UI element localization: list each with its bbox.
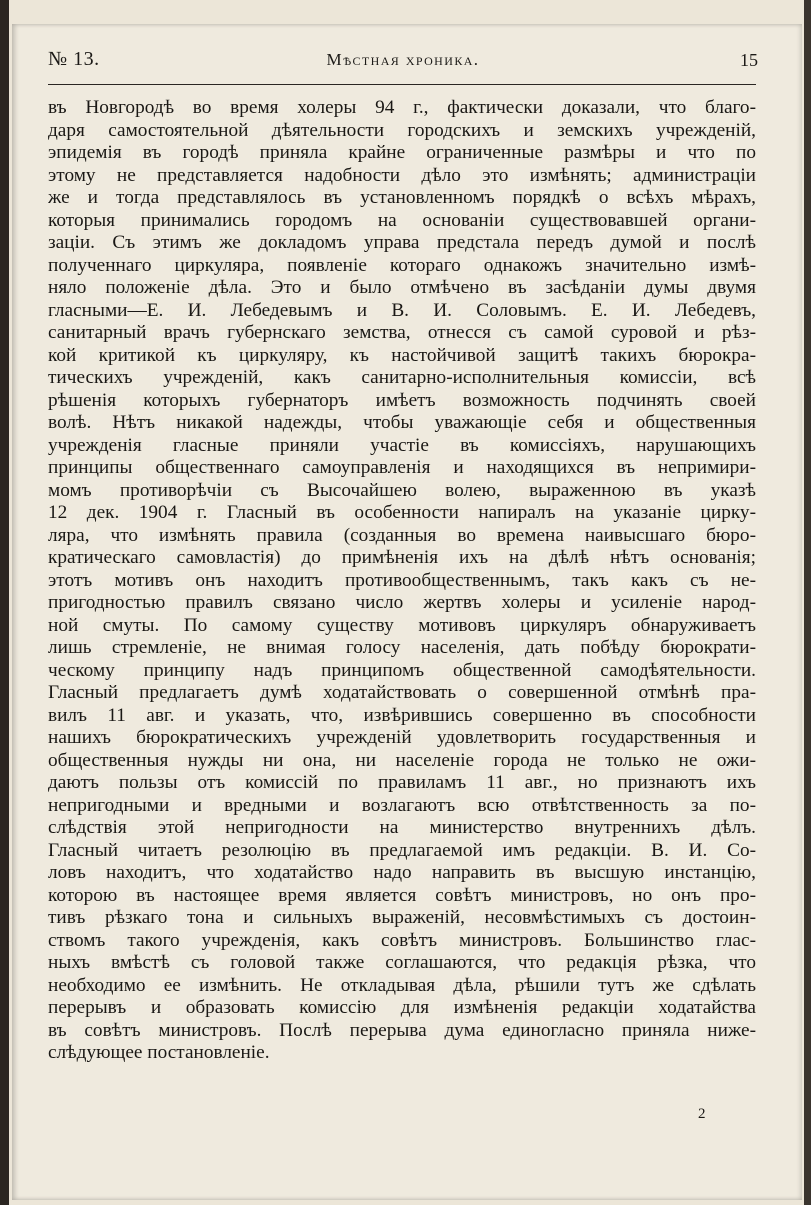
signature-mark: 2 bbox=[698, 1106, 706, 1122]
text-line: ческому принципу надъ принципомъ общественной самодѣятельности. bbox=[48, 659, 756, 681]
header-rule bbox=[48, 84, 756, 85]
text-line: кой критикой къ циркуляру, къ настойчивой защитѣ такихъ бюрокра- bbox=[48, 344, 756, 366]
text-line: рѣшенія которыхъ губернаторъ имѣетъ возможность подчинять своей bbox=[48, 389, 756, 411]
text-line: ной смуты. По самому существу мотивовъ циркуляръ обнаруживаетъ bbox=[48, 614, 756, 636]
text-line: перерывъ и образовать комиссію для измѣненія редакціи ходатайства bbox=[48, 997, 756, 1018]
text-line: этому не представляется надобности дѣло это измѣнять; администраціи bbox=[48, 164, 756, 186]
text-line: этотъ мотивъ онъ находитъ противообщественнымъ, такъ какъ съ не- bbox=[48, 569, 756, 591]
text-line: пригодностью правилъ связано число жертвъ холеры и усиленіе народ- bbox=[48, 592, 756, 613]
text-line: слѣдующее постановленіе. bbox=[48, 1042, 270, 1063]
text-line: нашихъ бюрократическихъ учрежденій удовлетворить государственныя и bbox=[48, 727, 756, 748]
text-line: Гласный предлагаетъ думѣ ходатайствовать о совершенной отмѣнѣ пра- bbox=[48, 682, 756, 703]
body-text bbox=[48, 97, 756, 1065]
text-line: непригодными и вредными и возлагаютъ всю отвѣтственность за по- bbox=[48, 794, 756, 816]
text-line: даютъ пользы отъ комиссій по правиламъ 11 авг., но признаютъ ихъ bbox=[48, 772, 756, 793]
text-line: принципы общественнаго самоуправленія и находящихся въ непримири- bbox=[48, 457, 756, 478]
text-line: Гласный читаетъ резолюцію въ предлагаемой имъ редакціи. В. И. Со- bbox=[48, 839, 756, 861]
page-number: 15 bbox=[740, 50, 758, 70]
text-line: ляра, что измѣнять правила (созданныя во времена наивысшаго бюро- bbox=[48, 524, 756, 546]
text-line: учрежденія гласные приняли участіе въ комиссіяхъ, нарушающихъ bbox=[48, 434, 756, 456]
text-line: общественныя нужды ни она, ни населеніе города не только не ожи- bbox=[48, 749, 756, 771]
text-line: ствомъ такого учрежденія, какъ совѣтъ министровъ. Большинство глас- bbox=[48, 929, 756, 951]
text-line: волѣ. Нѣтъ никакой надежды, чтобы уважающіе себя и общественныя bbox=[48, 412, 756, 433]
text-line: слѣдствія этой непригодности на министерство внутреннихъ дѣлъ. bbox=[48, 817, 756, 838]
text-line: заціи. Съ этимъ же докладомъ управа предстала передъ думой и послѣ bbox=[48, 232, 756, 253]
text-line: лишь стремленіе, не внимая голосу населенія, дать побѣду бюрократи- bbox=[48, 637, 756, 658]
text-line: которою въ настоящее время является совѣтъ министровъ, но онъ про- bbox=[48, 884, 756, 906]
text-line: же и тогда представлялось въ установленномъ порядкѣ о всѣхъ мѣрахъ, bbox=[48, 187, 756, 208]
text-line: момъ противорѣчіи съ Высочайшею волею, выраженною въ указѣ bbox=[48, 479, 756, 501]
section-title: Мѣстная хроника. bbox=[326, 50, 480, 69]
text-line: тивъ рѣзкаго тона и сильныхъ выраженій, несовмѣстимыхъ съ достоин- bbox=[48, 907, 756, 928]
text-line: необходимо ее измѣнить. Не откладывая дѣла, рѣшили тутъ же сдѣлать bbox=[48, 974, 756, 996]
text-line: въ Новгородѣ во время холеры 94 г., фактически доказали, что благо- bbox=[48, 97, 756, 118]
text-line: санитарный врачъ губернскаго земства, отнесся съ самой суровой и рѣз- bbox=[48, 322, 756, 343]
issue-number: № 13. bbox=[48, 48, 100, 70]
text-line: ныхъ вмѣстѣ съ головой также соглашаются, что редакція рѣзка, что bbox=[48, 952, 756, 973]
text-line: тическихъ учрежденій, какъ санитарно-исполнительныя комиссіи, всѣ bbox=[48, 367, 756, 388]
text-line: вилъ 11 авг. и указать, что, извѣрившись совершенно въ способности bbox=[48, 704, 756, 726]
text-line: эпидемія въ городѣ приняла крайне ограниченные размѣры и что по bbox=[48, 142, 756, 163]
text-line: 12 дек. 1904 г. Гласный въ особенности напиралъ на указаніе цирку- bbox=[48, 502, 756, 523]
text-line: кратическаго самовластія) до примѣненія ихъ на дѣлѣ нѣтъ основанія; bbox=[48, 547, 756, 568]
text-line: полученнаго циркуляра, появленіе котораго однакожъ значительно измѣ- bbox=[48, 254, 756, 276]
text-line: гласными—Е. И. Лебедевымъ и В. И. Соловымъ. Е. И. Лебедевъ, bbox=[48, 299, 756, 321]
text-line: ловъ находитъ, что ходатайство надо направить въ высшую инстанцію, bbox=[48, 862, 756, 883]
text-line: въ совѣтъ министровъ. Послѣ перерыва дума единогласно приняла ниже- bbox=[48, 1019, 756, 1041]
text-line: няло положеніе дѣла. Это и было отмѣчено въ засѣданіи думы двумя bbox=[48, 277, 756, 298]
text-line: даря самостоятельной дѣятельности городскихъ и земскихъ учрежденій, bbox=[48, 119, 756, 141]
running-header bbox=[48, 48, 758, 76]
text-line: которыя принимались городомъ на основаніи существовавшей органи- bbox=[48, 209, 756, 231]
